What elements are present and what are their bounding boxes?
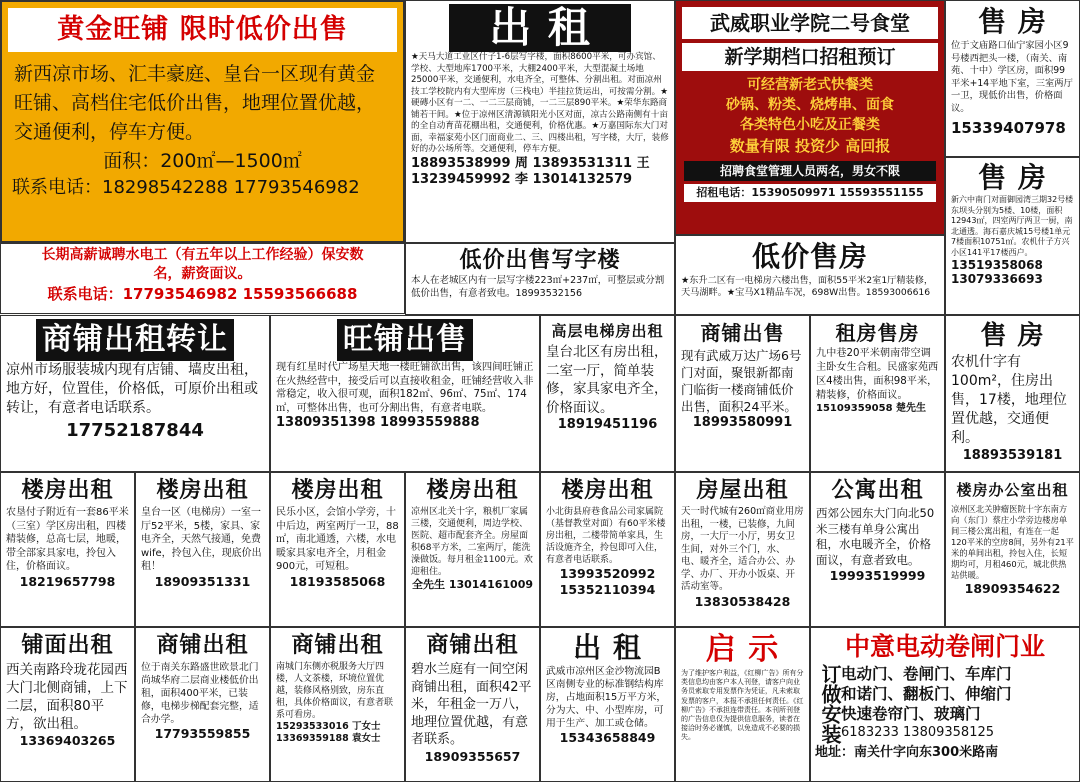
shop-rent-3-phone: 18909355657 bbox=[424, 748, 521, 764]
house-sale-3-phone: 18893539181 bbox=[962, 448, 1063, 463]
apartment-rent-ad-2 bbox=[135, 472, 270, 627]
office-rent-title: 楼房办公室出租 bbox=[956, 481, 1069, 499]
prime-shop-title: 旺铺出售 bbox=[276, 319, 534, 361]
shop-transfer-phone: 17752187844 bbox=[66, 420, 204, 441]
canteen-ad bbox=[675, 0, 945, 235]
canteen-phone: 招租电话：15390509971 15593551155 bbox=[684, 184, 936, 202]
house-sale-ad-1 bbox=[945, 0, 1080, 157]
canteen-line-2: 砂锅、粉类、烧烤串、面食 bbox=[726, 97, 894, 113]
apartment-rent-5-body: 小北街县府巷食品公司家属院（基督教堂对面）有60平米楼房出租，二楼带简单家具，生活设施齐全，拎包即可入住，有意者电话联系。 bbox=[546, 507, 666, 565]
gold-shop-ad bbox=[0, 0, 405, 243]
notice-title: 启 示 bbox=[705, 632, 780, 667]
house-rent-phone: 13830538428 bbox=[694, 593, 791, 609]
shop-rent-ad-1 bbox=[135, 627, 270, 782]
house-sale-2-title: 售 房 bbox=[978, 161, 1047, 194]
shop-transfer-title: 商铺出租转让 bbox=[6, 319, 264, 361]
apartment-rent-2-body: 皇台一区（电梯房）一室一厅52平米，5楼，家具、家电齐全，天然气接通，免费wife，拎包入住，现底价出租！ bbox=[141, 507, 262, 572]
canteen-line-3: 各类特色小吃及正餐类 bbox=[740, 117, 880, 133]
electric-door-address: 地址：南关什字向东300米路南 bbox=[815, 745, 999, 760]
shop-sale-ad bbox=[675, 315, 810, 472]
apartment-rent-1-body: 农垦付子附近有一套86平米（三室）学区房出租，四楼精装修，总高七层，地暖，带全部家具家电，拎包入住，价格面议。 bbox=[6, 507, 129, 572]
house-sale-1-phone: 15339407978 bbox=[951, 119, 1066, 137]
shop-sale-body: 现有武威万达广场6号门对面，聚银新都南门临街一楼商铺低价出售，面积24平米。 bbox=[681, 348, 802, 414]
rent-warehouse-phones: 18893538999 周 13893531311 王 13239459992 李 13014132579 bbox=[411, 155, 650, 187]
office-rent-ad bbox=[945, 472, 1080, 627]
elevator-rent-title: 高层电梯房出租 bbox=[551, 322, 664, 340]
apartment-rent-ad-3 bbox=[270, 472, 405, 627]
prime-shop-phones: 13809351398 18993559888 bbox=[276, 415, 480, 430]
shop-rent-ad-2 bbox=[270, 627, 405, 782]
office-rent-body: 凉州区北关肿瘤医院十字东南方向（东门）蔡庄小学旁边楼房单间三楼公寓出租，有连在一起120平米的空房8间，另外有21平米的单间出租，拎包入住，长短期均可，月租460元，城北供热站供暖。 bbox=[951, 504, 1074, 580]
house-sale-ad-2 bbox=[945, 157, 1080, 315]
warehouse-rent-title: 出 租 bbox=[573, 631, 642, 664]
shop-rent-3-body: 碧水兰庭有一间空闲商铺出租，面积42平米，年租金一万八，地理位置优越，有意者联系。 bbox=[411, 662, 532, 747]
apartment-rent-4-title: 楼房出租 bbox=[426, 478, 519, 503]
storefront-rent-body: 西关南路玲珑花园西大门北侧商铺，上下二层，面积80平方，欲出租。 bbox=[6, 662, 128, 732]
shop-sale-title: 商铺出售 bbox=[700, 321, 785, 345]
shop-rent-2-phones: 15293533016 丁女士 13369359188 袁女士 bbox=[276, 721, 381, 744]
house-sale-2-body: 新六中南门对面御园湾三期32号楼东坝头分别为5楼、10楼，面积12943㎡，四室两厅两卫一厨，南北通透。海石嘉庆城15号楼1单元7楼面积10751㎡。农机什子方兴小区141平17楼西户。 bbox=[951, 195, 1074, 257]
apartment-rent-3-phone: 18193585068 bbox=[289, 573, 386, 589]
apartment-unit-rent-body: 西郊公园东大门向北50米三楼有单身公寓出租，水电暖齐全，价格面议，有意者致电。 bbox=[816, 506, 935, 567]
storefront-rent-phone: 13369403265 bbox=[19, 733, 116, 748]
apartment-rent-3-body: 民乐小区，会馆小学旁，十中后边，两室两厅一卫，88㎡，南北通透，六楼，水电暖家具家电齐全，月租金900元，可短租。 bbox=[276, 507, 399, 572]
house-rent-title: 房屋出租 bbox=[696, 478, 789, 503]
apartment-rent-ad-5 bbox=[540, 472, 675, 627]
house-sale-1-title: 售 房 bbox=[978, 5, 1047, 38]
apartment-unit-rent-title: 公寓出租 bbox=[831, 478, 924, 503]
canteen-subtitle: 新学期档口招租预订 bbox=[682, 43, 938, 71]
apartment-rent-1-title: 楼房出租 bbox=[21, 478, 114, 503]
shop-transfer-ad bbox=[0, 315, 270, 472]
apartment-rent-1-phone: 18219657798 bbox=[19, 573, 116, 589]
electric-door-title: 中意电动卷闸门业 bbox=[844, 632, 1045, 661]
shop-rent-1-body: 位于南关东路盛世欧景北门尚城华府二层商业楼低价出租，面积400平米，已装修，电梯步梯配套完整，适合办学。 bbox=[141, 662, 259, 725]
prime-shop-body: 现有红星时代广场星天地一楼旺铺欲出售，该四间旺铺正在火热经营中，接受后可以直接收租金，旺铺经营收入非常稳定，收入很可观，面积182㎡、96㎡、75㎡、174㎡，可整体出售，也可分割出售，有意者电联。 bbox=[276, 361, 534, 414]
gold-shop-phone: 联系电话：18298542288 17793546982 bbox=[12, 177, 360, 198]
apartment-rent-3-title: 楼房出租 bbox=[291, 478, 384, 503]
office-rent-phone: 18909354622 bbox=[964, 581, 1061, 596]
electric-door-line-2: 和诺门、翻板门、伸缩门 bbox=[841, 685, 1012, 703]
house-sale-3-title: 售 房 bbox=[980, 321, 1045, 351]
low-price-house-title: 低价售房 bbox=[751, 240, 868, 273]
office-sale-body: 本人在老城区内有一层写字楼223㎡+237㎡，可整层或分割低价出售，有意者致电。18993532156 bbox=[411, 275, 665, 299]
warehouse-rent-phone: 15343658849 bbox=[559, 730, 656, 745]
canteen-line-1: 可经营新老式快餐类 bbox=[747, 77, 873, 93]
apartment-unit-rent-ad bbox=[810, 472, 945, 627]
elevator-rent-phone: 18919451196 bbox=[557, 417, 658, 432]
storefront-rent-ad bbox=[0, 627, 135, 782]
rent-warehouse-ad bbox=[405, 0, 675, 243]
shop-transfer-body: 凉州市场服装城内现有店铺、墙皮出租，地方好，位置佳，价格低，可原价出租或转让，有意者电话联系。 bbox=[6, 362, 258, 416]
notice-body: 为了维护客户利益，《红柳广告》所有分类信息均由客户本人刊登，请客户向业务员索取专用发票作为凭证，凡未索取发票的客户，本报不承担任何责任。《红柳广告》不承担连带责任。本刊所刊登的广告信息仅为提供信息服务，读者在接洽时务必谨慎，以免造成不必要的损失。 bbox=[681, 669, 804, 742]
hiring-phone: 联系电话：17793546982 15593566688 bbox=[47, 285, 358, 303]
house-sale-1-body: 位于文庙路口仙宁家园小区9号楼西把头一楼，（南关、南苑、十中）学区房，面积99平米+14平地下室，三室两厅一卫，现低价出售，价格面议。 bbox=[951, 40, 1073, 114]
prime-shop-ad bbox=[270, 315, 540, 472]
electric-door-side-label: 订做安装 bbox=[818, 664, 842, 744]
house-rent-body: 天一时代城有260㎡商业用房出租，一楼，已装修，九间房，一大厅一小厅，男女卫生间，对外三个门，水、电、暖齐全，适合办公、办学、办厂、开办小饭桌、开活动室等。 bbox=[681, 506, 804, 592]
apartment-rent-4-body: 凉州区北关十字，粮机厂家属三楼，交通便利，周边学校、医院、超市配套齐全。房屋面积68平方米，二室两厅，能洗澡做饭。每月租金1100元。欢迎租住。 bbox=[411, 507, 533, 577]
hiring-text: 长期高薪诚聘水电工（有五年以上工作经验）保安数名，薪资面议。 bbox=[41, 247, 364, 282]
shop-rent-2-title: 商铺出租 bbox=[291, 633, 384, 658]
electric-door-ad bbox=[810, 627, 1080, 782]
notice-box bbox=[675, 627, 810, 782]
apartment-rent-4-phone: 全先生 13014161009 bbox=[411, 578, 534, 591]
electric-door-line-3: 快速卷帘门、玻璃门 bbox=[841, 705, 981, 723]
hiring-ad bbox=[0, 243, 405, 314]
warehouse-rent-body: 武威市凉州区金沙物流园B区南侧专业的标准钢结构库房，占地面积15万平方米，分为大、中、小型库房，可用于生产、加工或仓储。 bbox=[546, 666, 667, 729]
elevator-rent-ad bbox=[540, 315, 675, 472]
apartment-rent-ad-1 bbox=[0, 472, 135, 627]
rent-warehouse-body: ★天马大道工业区什子1-6层写字楼，面积8600平米，可办宾馆、学校、大型地库1700平米，大棚2400平米，大型混凝土场地25000平米，交通便利，水电齐全，可整体、分割出租。对面凉州技工学校院内有大型库房（三栈电）半挂拉货运出，可按需分割。★硬磚小区有一二、一二三层商铺，一二三层890平米。★荣华东路商铺若干间。★位于凉州区清源镇阳光小区对面，凉古公路南侧有十亩的全自动育苗花棚出租，交通便利，价格优惠。★万嘉国际东大门对面，幸福家苑小区门面商业二、三、四楼出租，写字楼，大厅，装修好的办公场所等。交通便利，停车方便。 bbox=[411, 52, 669, 154]
rent-warehouse-title: 出 租 bbox=[411, 4, 669, 52]
house-sale-ad-3 bbox=[945, 315, 1080, 472]
shop-rent-3-title: 商铺出租 bbox=[426, 633, 519, 658]
apartment-unit-rent-phone: 19993519999 bbox=[829, 568, 926, 583]
warehouse-rent-ad bbox=[540, 627, 675, 782]
shop-rent-ad-3 bbox=[405, 627, 540, 782]
gold-shop-body: 新西凉市场、汇丰豪庭、皇台一区现有黄金旺铺、高档住宅低价出售，地理位置优越，交通便利，停车方便。 bbox=[14, 63, 376, 143]
electric-door-content bbox=[815, 664, 1075, 744]
canteen-line-4: 数量有限 投资少 高回报 bbox=[729, 137, 891, 155]
low-price-house-body: ★东升二区有一电梯房六楼出售，面积55平米2室1厅精装修，天马湖畔。★宝马X1精品车况，698W出售。18593006616 bbox=[681, 275, 934, 298]
apartment-rent-ad-4 bbox=[405, 472, 540, 627]
canteen-line-5: 招聘食堂管理人员两名，男女不限 bbox=[684, 161, 936, 181]
shop-rent-1-phone: 17793559855 bbox=[154, 726, 251, 741]
shop-rent-2-body: 南城门东侧亦税服务大厅四楼，人文茶楼，环境位置优越，装修风格别致，房东直租，具体价格面议，有意者联系可看房。 bbox=[276, 662, 394, 720]
apartment-rent-5-title: 楼房出租 bbox=[561, 478, 654, 503]
apartment-rent-2-phone: 18909351331 bbox=[154, 573, 251, 589]
house-sale-3-body: 农机什字有100m²，住房出售，17楼，地理位置优越，交通便利。 bbox=[951, 354, 1067, 446]
elevator-rent-body: 皇台北区有房出租，二室一厅，简单装修，家具家电齐全，价格面议。 bbox=[546, 344, 668, 416]
rent-sale-ad bbox=[810, 315, 945, 472]
gold-shop-area: 面积：200㎡—1500㎡ bbox=[103, 150, 302, 172]
gold-shop-title: 黄金旺铺 限时低价出售 bbox=[8, 8, 397, 52]
house-sale-2-phones: 13519358068 13079336693 bbox=[951, 258, 1043, 286]
storefront-rent-title: 铺面出租 bbox=[21, 633, 114, 658]
electric-door-line-1: 电动门、卷闸门、车库门 bbox=[841, 665, 1012, 683]
house-rent-ad bbox=[675, 472, 810, 627]
shop-rent-1-title: 商铺出租 bbox=[156, 633, 249, 658]
office-sale-ad bbox=[405, 243, 675, 315]
rent-sale-body: 九中巷20平米朝南带空调主卧女生合租。民盛家苑西区4楼出售，面积98平米，精装修，价格面议。 bbox=[816, 348, 939, 401]
apartment-rent-5-phones: 13993520992 15352110394 bbox=[559, 566, 656, 597]
apartment-rent-2-title: 楼房出租 bbox=[156, 478, 249, 503]
rent-sale-title: 租房售房 bbox=[835, 321, 920, 345]
shop-sale-phone: 18993580991 bbox=[692, 415, 793, 430]
office-sale-title: 低价出售写字楼 bbox=[459, 248, 621, 273]
low-price-house-ad bbox=[675, 235, 945, 315]
electric-door-phones: 6183233 13809358125 bbox=[841, 725, 995, 740]
canteen-title: 武威职业学院二号食堂 bbox=[682, 7, 938, 39]
rent-sale-phone: 15109359058 楚先生 bbox=[816, 403, 927, 414]
